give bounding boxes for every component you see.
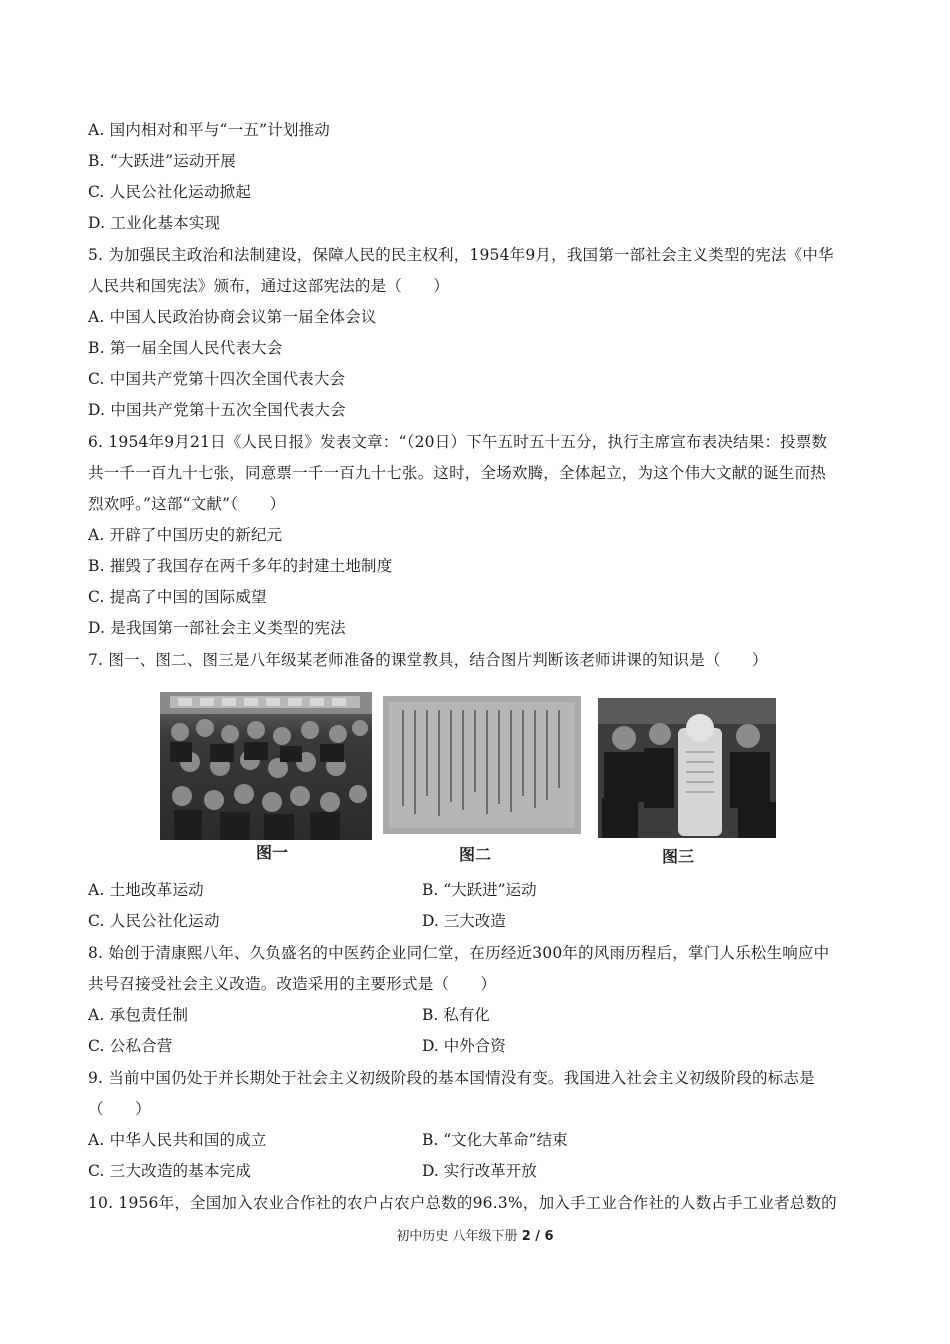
q6-option-d: D. 是我国第一部社会主义类型的宪法 xyxy=(88,619,346,637)
q7-option-b: B. “大跃进”运动 xyxy=(422,881,537,899)
page-number: 2 / 6 xyxy=(521,1229,554,1244)
q5-option-b: B. 第一届全国人民代表大会 xyxy=(88,339,283,357)
q5-stem-line-2: 人民共和国宪法》颁布，通过这部宪法的是（ ） xyxy=(88,277,450,295)
q9-stem-line-1: 9. 当前中国仍处于并长期处于社会主义初级阶段的基本国情没有变。我国进入社会主义初级阶段的标志是 xyxy=(88,1069,815,1087)
q6-option-a: A. 开辟了中国历史的新纪元 xyxy=(88,526,283,544)
q7-figure-row xyxy=(160,692,780,872)
figure-3 xyxy=(598,698,778,868)
q7-option-d: D. 三大改造 xyxy=(422,912,506,930)
figure-1 xyxy=(160,692,372,862)
q9-option-a: A. 中华人民共和国的成立 xyxy=(88,1131,267,1149)
document-photo-image xyxy=(383,696,581,834)
page-footer xyxy=(0,1225,950,1244)
q4-option-a: A. 国内相对和平与“一五”计划推动 xyxy=(88,121,330,139)
q8-option-a: A. 承包责任制 xyxy=(88,1006,189,1024)
q6-stem-line-2: 共一千一百九十七张，同意票一千一百九十七张。这时，全场欢腾，全体起立，为这个伟大文献的诞生而热 xyxy=(88,464,826,482)
q4-option-b: B. “大跃进”运动开展 xyxy=(88,152,236,170)
q7-option-a: A. 土地改革运动 xyxy=(88,881,204,899)
q9-option-b: B. “文化大革命”结束 xyxy=(422,1131,568,1149)
crowd-photo-image xyxy=(160,692,372,840)
figure-1-caption: 图一 xyxy=(256,843,289,862)
q9-stem-line-2: （ ） xyxy=(88,1100,151,1118)
q9-option-c: C. 三大改造的基本完成 xyxy=(88,1162,252,1180)
q8-option-b: B. 私有化 xyxy=(422,1006,490,1024)
q6-stem-line-3: 烈欢呼。”这部“文献”（ ） xyxy=(88,495,286,513)
q6-option-b: B. 摧毁了我国存在两千多年的封建土地制度 xyxy=(88,557,393,575)
q8-option-d: D. 中外合资 xyxy=(422,1037,506,1055)
q8-option-c: C. 公私合营 xyxy=(88,1037,173,1055)
q5-stem-line-1: 5. 为加强民主政治和法制建设，保障人民的民主权利，1954年9月，我国第一部社会主义类型的宪法《中华 xyxy=(88,246,834,264)
q4-option-d: D. 工业化基本实现 xyxy=(88,214,221,232)
q8-stem-line-1: 8. 始创于清康熙八年、久负盛名的中医药企业同仁堂，在历经近300年的风雨历程后，掌门人乐松生响应中 xyxy=(88,944,830,962)
q8-stem-line-2: 共号召接受社会主义改造。改造采用的主要形式是（ ） xyxy=(88,975,497,993)
figure-2-caption: 图二 xyxy=(459,845,492,864)
people-reading-photo-image xyxy=(598,698,776,838)
q6-stem-line-1: 6. 1954年9月21日《人民日报》发表文章：“（20日）下午五时五十五分，执行主席宣布表决结果：投票数 xyxy=(88,433,828,451)
q10-stem-line-1: 10. 1956年，全国加入农业合作社的农户占农户总数的96.3%，加入手工业合作社的人数占手工业者总数的 xyxy=(88,1194,837,1212)
q7-option-c: C. 人民公社化运动 xyxy=(88,912,220,930)
q5-option-d: D. 中国共产党第十五次全国代表大会 xyxy=(88,401,346,419)
q7-stem: 7. 图一、图二、图三是八年级某老师准备的课堂教具，结合图片判断该老师讲课的知识是（ ） xyxy=(88,651,768,669)
figure-3-caption: 图三 xyxy=(662,847,695,866)
figure-2 xyxy=(383,696,583,866)
q4-option-c: C. 人民公社化运动掀起 xyxy=(88,183,252,201)
footer-subject: 初中历史 八年级下册 xyxy=(396,1229,522,1244)
q6-option-c: C. 提高了中国的国际威望 xyxy=(88,588,267,606)
q5-option-a: A. 中国人民政治协商会议第一届全体会议 xyxy=(88,308,377,326)
q5-option-c: C. 中国共产党第十四次全国代表大会 xyxy=(88,370,346,388)
q9-option-d: D. 实行改革开放 xyxy=(422,1162,537,1180)
